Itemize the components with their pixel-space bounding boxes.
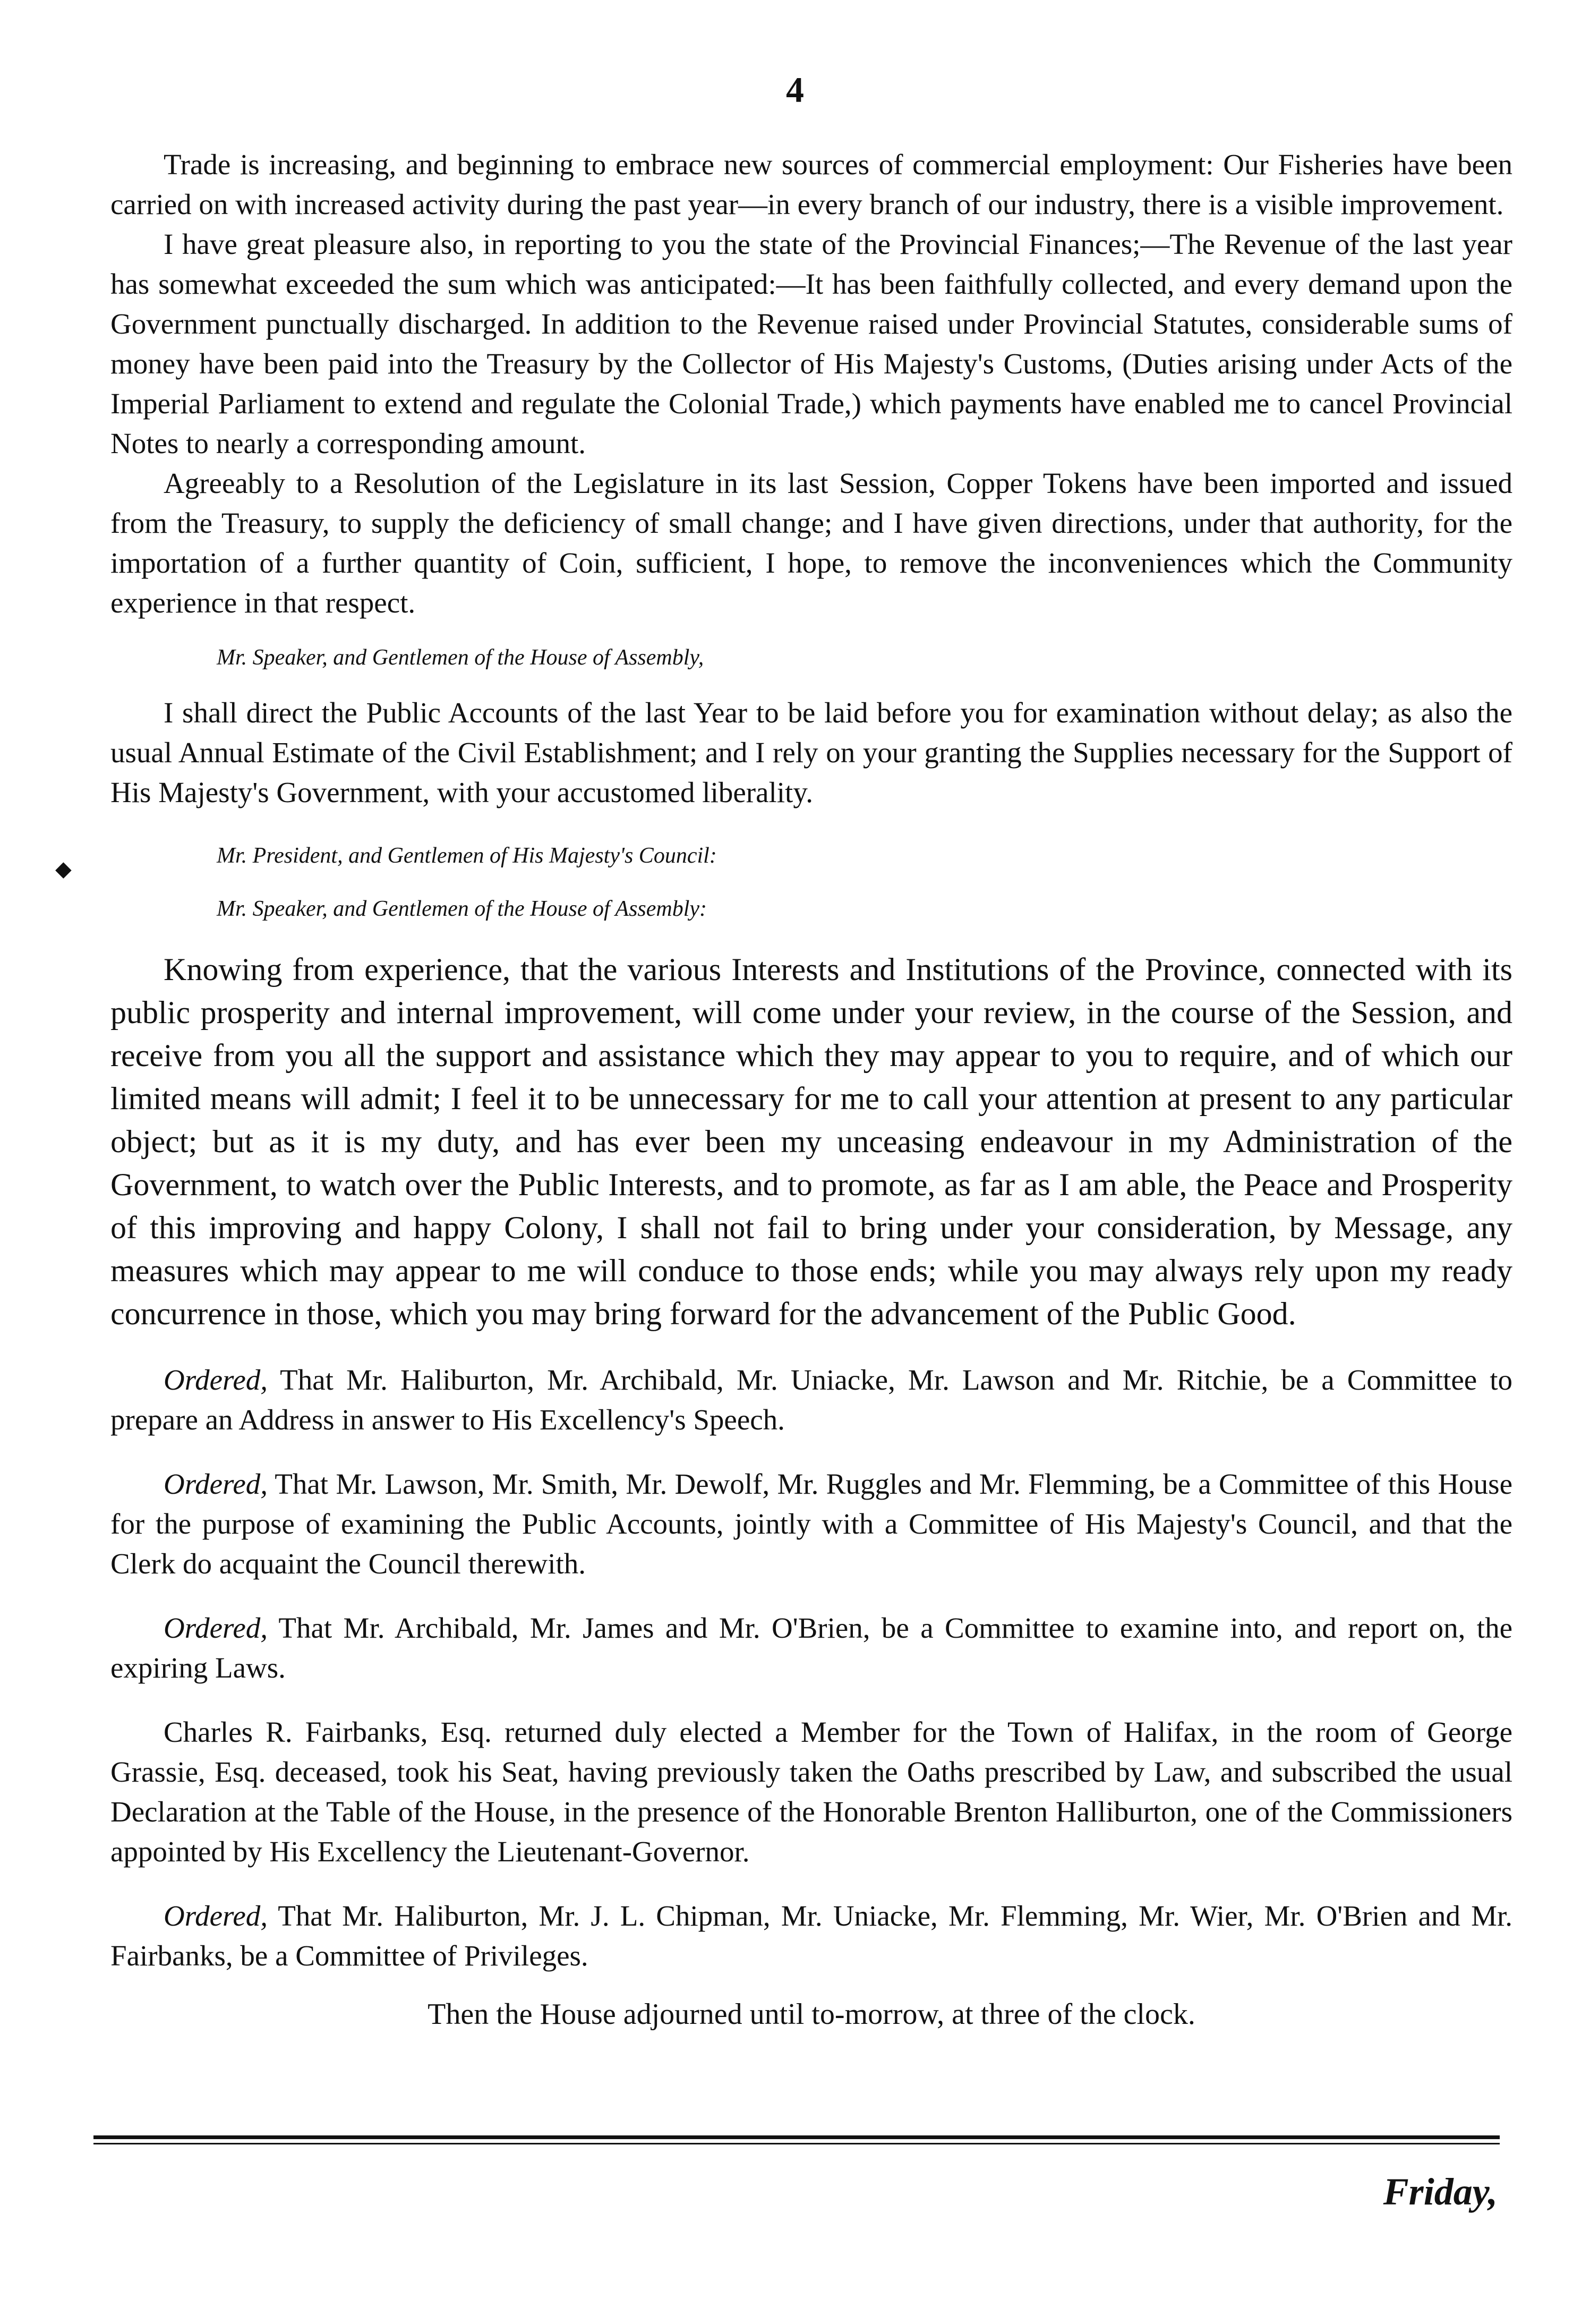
ordered-label: Ordered, xyxy=(164,1468,268,1500)
paragraph-interests: Knowing from experience, that the various Interests and Institutions of the Province, connected with its public prosperity and internal improvement, will come under your review, in the course of the Session, and receive from you all the support and assistance which they may appear to you to require, and of which our limited means will admit; I feel it to be unnecessary for me to call your attention at present to any particular object; but as it is my duty, and has ever been my unceasing endeavour in my Administration of the Government, to watch over the Public Interests, and to promote, as far as I am able, the Peace and Prosperity of this improving and happy Colony, I shall not fail to bring under your consideration, by Message, any measures which may appear to me will conduce to those ends; while you may always rely upon my ready concurrence in those, which you may bring forward for the advancement of the Public Good. xyxy=(110,952,1512,1331)
order-text: That Mr. Haliburton, Mr. Archibald, Mr. Uniacke, Mr. Lawson and Mr. Ritchie, be a Committee to prepare an Address in answer to His Excellency's Speech. xyxy=(110,1364,1513,1436)
order-privileges-committee xyxy=(110,1896,1512,1976)
speech-body xyxy=(110,144,1512,2034)
order-text: That Mr. Archibald, Mr. James and Mr. O'Brien, be a Committee to examine into, and report on, the expiring Laws. xyxy=(110,1612,1512,1684)
address-house-of-assembly: Mr. Speaker, and Gentlemen of the House of Assembly, xyxy=(217,645,704,670)
paragraph-finances: I have great pleasure also, in reporting to you the state of the Provincial Finances;—The Revenue of the last year has somewhat exceeded the sum which was anticipated:—It has been faithfully collected, and every demand upon the Government punctually discharged. In addition to the Revenue raised under Provincial Statutes, considerable sums of money have been paid into the Treasury by the Collector of His Majesty's Customs, (Duties arising under Acts of the Imperial Parliament to extend and regulate the Colonial Trade,) which payments have enabled me to cancel Provincial Notes to nearly a corresponding amount. xyxy=(110,228,1512,459)
address-council: Mr. President, and Gentlemen of His Majesty's Council: xyxy=(217,844,717,868)
address-assembly: Mr. Speaker, and Gentlemen of the House of Assembly: xyxy=(217,897,707,921)
ordered-label: Ordered, xyxy=(164,1612,268,1644)
paragraph-public-accounts: I shall direct the Public Accounts of the last Year to be laid before you for examination without delay; as also the usual Annual Estimate of the Civil Establishment; and I rely on your granting the Supplies necessary for the Support of His Majesty's Government, with your accustomed liberality. xyxy=(110,696,1512,808)
ordered-label: Ordered, xyxy=(164,1900,268,1932)
paragraph-trade: Trade is increasing, and beginning to embrace new sources of commercial employment: Our Fisheries have been carried on with increased activity during the past year—in every branch of our industry, there is a visible improvement. xyxy=(110,148,1512,220)
order-text: That Mr. Lawson, Mr. Smith, Mr. Dewolf, Mr. Ruggles and Mr. Flemming, be a Committee of this House for the purpose of examining the Public Accounts, jointly with a Committee of His Majesty's Council, and that the Clerk do acquaint the Council therewith. xyxy=(110,1468,1512,1580)
order-text: That Mr. Haliburton, Mr. J. L. Chipman, Mr. Uniacke, Mr. Flemming, Mr. Wier, Mr. O'Brien and Mr. Fairbanks, be a Committee of Privileges. xyxy=(110,1900,1513,1972)
paragraph-copper-tokens: Agreeably to a Resolution of the Legislature in its last Session, Copper Tokens have been imported and issued from the Treasury, to supply the deficiency of small change; and I have given directions, under that authority, for the importation of a further quantity of Coin, sufficient, I hope, to remove the inconveniences which the Community experience in that respect. xyxy=(110,467,1512,619)
catchword: Friday, xyxy=(1383,2170,1498,2213)
ordered-label: Ordered, xyxy=(164,1364,268,1396)
margin-bullet-mark: ◆ xyxy=(55,857,72,881)
order-accounts-committee xyxy=(110,1464,1512,1584)
order-address-committee xyxy=(110,1360,1512,1440)
footer-rule-thick xyxy=(93,2135,1500,2139)
order-laws-committee xyxy=(110,1608,1512,1688)
footer-rule-thin xyxy=(93,2143,1500,2144)
paragraph-fairbanks-seat: Charles R. Fairbanks, Esq. returned duly elected a Member for the Town of Halifax, in the room of George Grassie, Esq. deceased, took his Seat, having previously taken the Oaths prescribed by Law, and subscribed the usual Declaration at the Table of the House, in the presence of the Honorable Brenton Halliburton, one of the Commissioners appointed by His Excellency the Lieutenant-Governor. xyxy=(110,1716,1512,1868)
adjournment-line: Then the House adjourned until to-morrow, at three of the clock. xyxy=(428,1998,1195,2031)
page-number: 4 xyxy=(786,70,804,110)
